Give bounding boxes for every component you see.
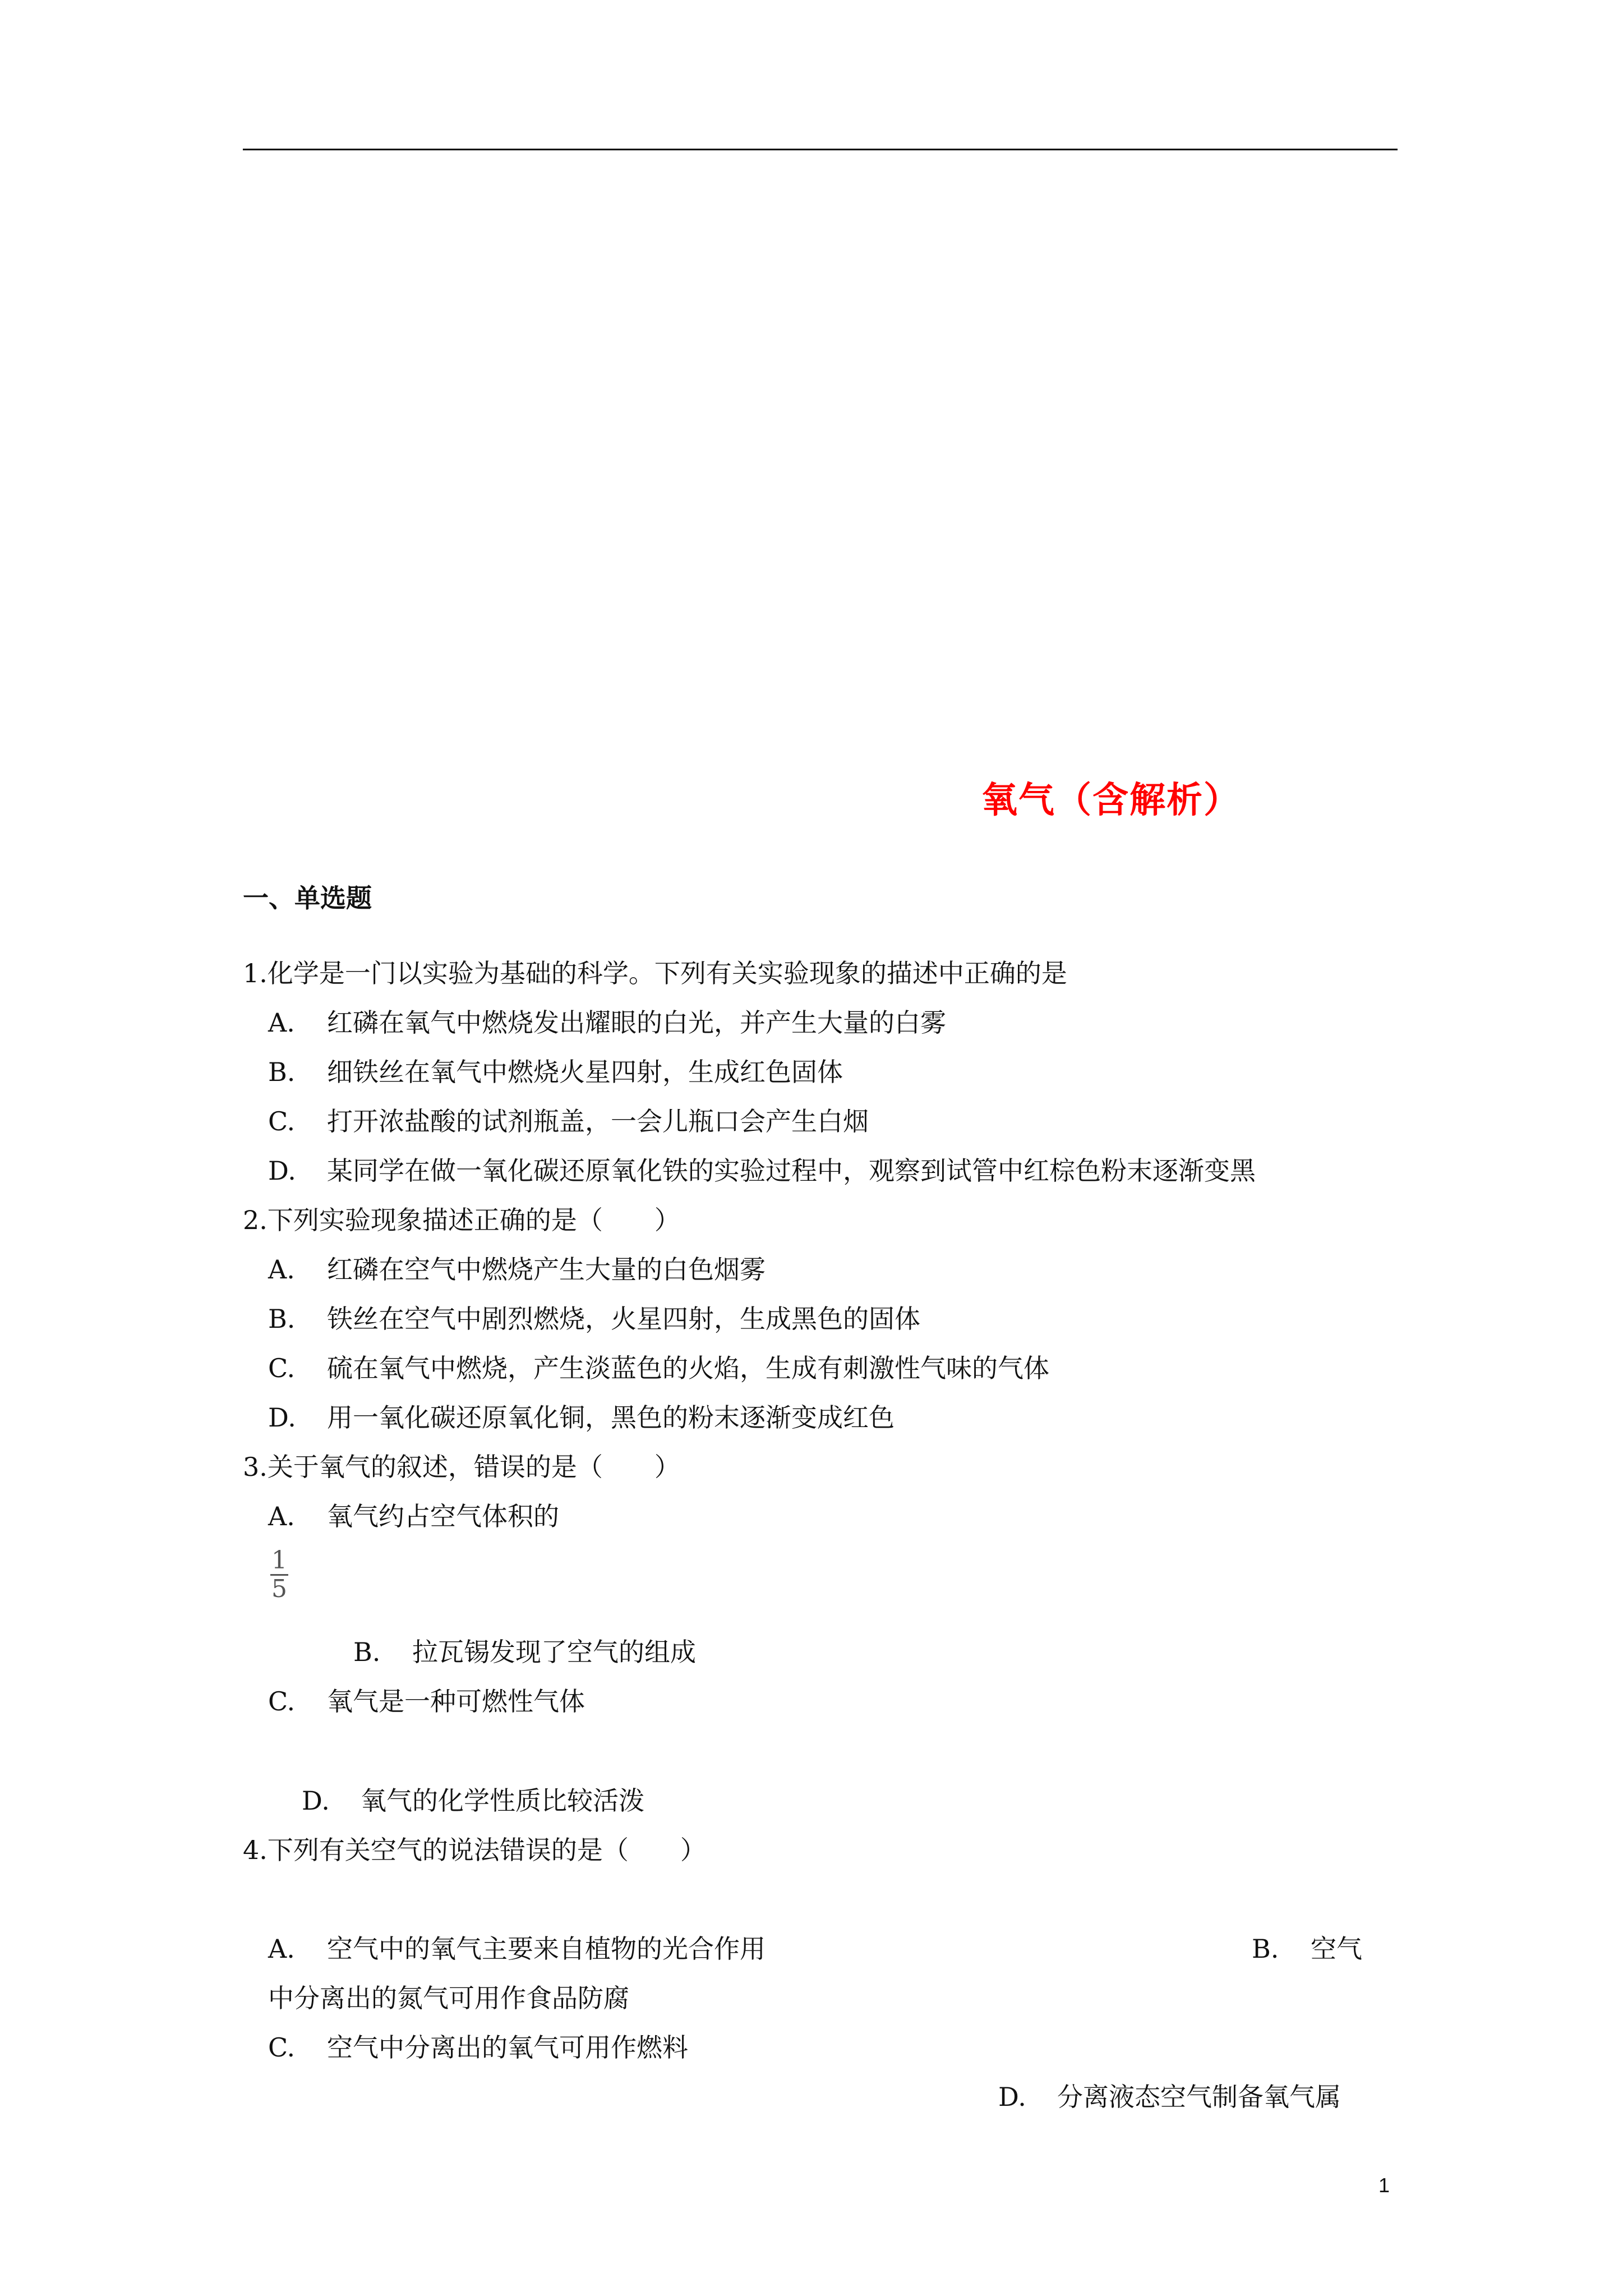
option-text: 红磷在氧气中燃烧发出耀眼的白光，并产生大量的白雾 — [327, 1007, 946, 1038]
option-letter: D. — [268, 1156, 296, 1186]
header-rule — [243, 149, 1398, 150]
option-text: 打开浓盐酸的试剂瓶盖，一会儿瓶口会产生白烟 — [327, 1106, 869, 1137]
option-text: 分离液态空气制备氧气属 — [1057, 2082, 1341, 2112]
question-3-option-a — [268, 1499, 559, 1533]
page-number: 1 — [1378, 2174, 1390, 2197]
question-1-option-d — [268, 1154, 1256, 1188]
option-text: 红磷在空气中燃烧产生大量的白色烟雾 — [327, 1254, 766, 1285]
question-2-stem: 2.下列实验现象描述正确的是（ ） — [243, 1205, 680, 1235]
fraction-denominator: 5 — [271, 1575, 287, 1603]
option-letter: B. — [1252, 1934, 1279, 1964]
question-4-option-d — [998, 2080, 1341, 2114]
option-letter: D. — [998, 2082, 1026, 2112]
option-letter: B. — [268, 1057, 296, 1087]
option-letter: C. — [268, 1686, 296, 1717]
option-text: 空气 — [1311, 1934, 1362, 1964]
question-2-option-c — [268, 1351, 1049, 1385]
option-letter: C. — [268, 1353, 296, 1383]
question-1-stem: 1.化学是一门以实验为基础的科学。下列有关实验现象的描述中正确的是 — [243, 958, 1067, 988]
option-text: 拉瓦锡发现了空气的组成 — [412, 1637, 696, 1667]
section-heading: 一、单选题 — [243, 883, 372, 913]
option-text: 氧气约占空气体积的 — [327, 1501, 559, 1531]
question-4-stem: 4.下列有关空气的说法错误的是（ ） — [243, 1835, 706, 1865]
question-4-option-a — [268, 1932, 766, 1966]
option-letter: D. — [302, 1786, 330, 1816]
option-text: 细铁丝在氧气中燃烧火星四射，生成红色固体 — [327, 1057, 843, 1087]
option-letter: D. — [268, 1402, 296, 1433]
option-text: 用一氧化碳还原氧化铜，黑色的粉末逐渐变成红色 — [327, 1402, 895, 1433]
question-3-option-b — [353, 1635, 696, 1669]
option-letter: A. — [268, 1501, 295, 1531]
option-text: 硫在氧气中燃烧，产生淡蓝色的火焰，生成有刺激性气味的气体 — [327, 1353, 1049, 1383]
option-letter: A. — [268, 1254, 295, 1285]
option-letter: A. — [268, 1007, 295, 1038]
option-text: 某同学在做一氧化碳还原氧化铁的实验过程中，观察到试管中红棕色粉末逐渐变黑 — [327, 1156, 1256, 1186]
question-4-option-c — [268, 2031, 688, 2064]
question-2-option-a — [268, 1253, 766, 1286]
document-title: 氧气（含解析） — [981, 779, 1241, 821]
fraction-one-fifth — [268, 1548, 291, 1602]
question-4-option-b-continuation: 中分离出的氮气可用作食品防腐 — [268, 1983, 629, 2013]
option-letter: B. — [353, 1637, 381, 1667]
question-1-option-c — [268, 1105, 869, 1138]
question-3-stem: 3.关于氧气的叙述，错误的是（ ） — [243, 1452, 680, 1482]
option-text: 空气中的氧气主要来自植物的光合作用 — [327, 1934, 766, 1964]
option-letter: A. — [268, 1934, 295, 1964]
option-text: 空气中分离出的氧气可用作燃料 — [327, 2032, 688, 2063]
option-text: 氧气是一种可燃性气体 — [327, 1686, 585, 1717]
question-3-option-d — [302, 1784, 644, 1818]
option-text: 铁丝在空气中剧烈燃烧，火星四射，生成黑色的固体 — [327, 1304, 920, 1334]
question-1-option-b — [268, 1055, 843, 1089]
option-text: 氧气的化学性质比较活泼 — [361, 1786, 644, 1816]
question-2-option-d — [268, 1401, 895, 1434]
option-letter: C. — [268, 2032, 296, 2063]
question-1-option-a — [268, 1006, 946, 1039]
question-4-option-b — [1252, 1932, 1362, 1966]
fraction-numerator: 1 — [271, 1546, 287, 1575]
option-letter: B. — [268, 1304, 296, 1334]
question-2-option-b — [268, 1302, 920, 1336]
option-letter: C. — [268, 1106, 296, 1137]
question-3-option-c — [268, 1685, 585, 1718]
